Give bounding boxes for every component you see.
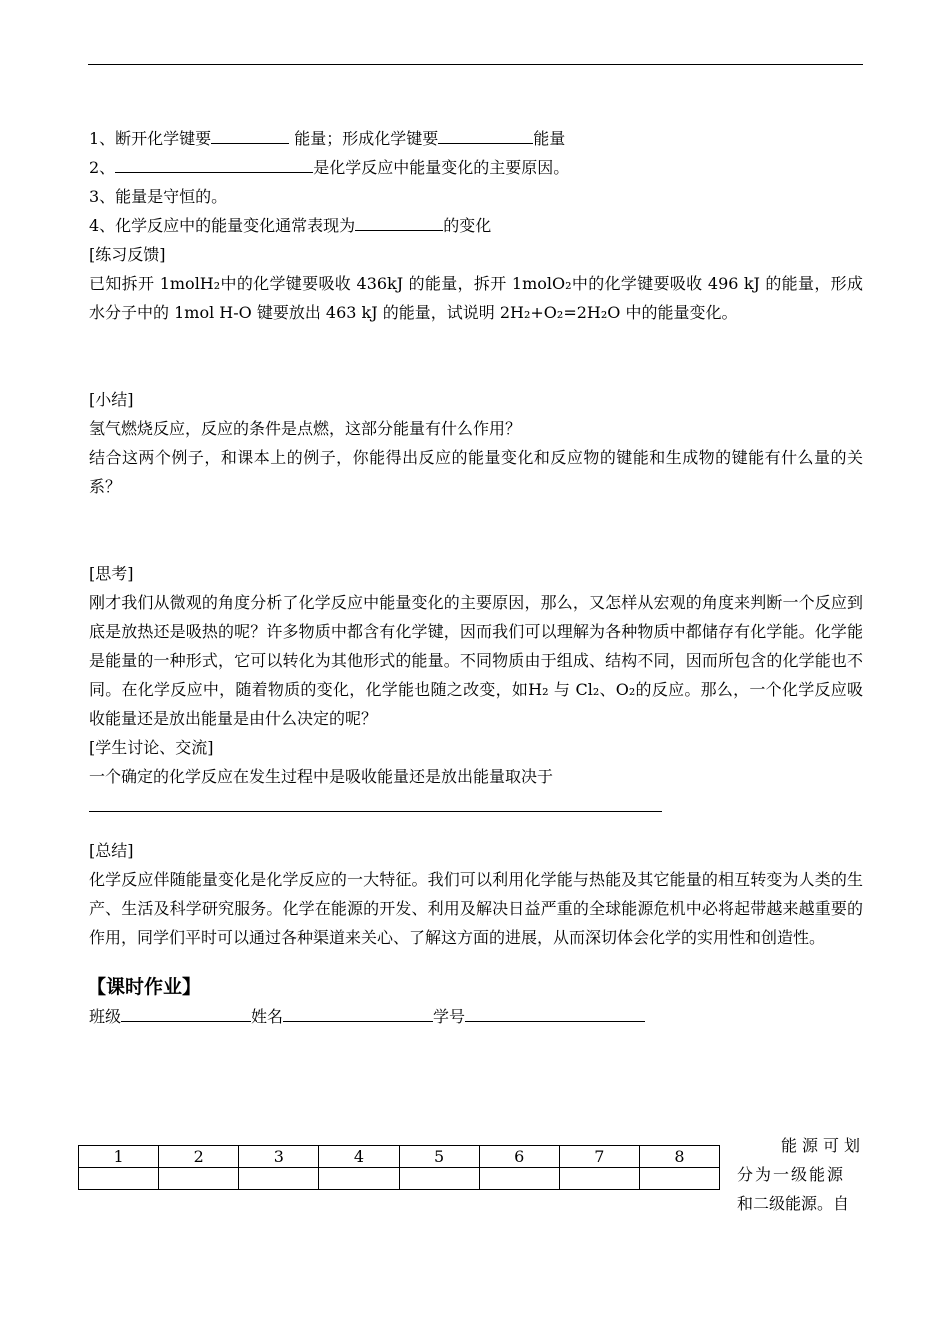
spacer xyxy=(89,327,863,356)
question-1 xyxy=(89,124,863,153)
spacer xyxy=(89,501,863,530)
answer-cell[interactable] xyxy=(399,1168,479,1190)
conclusion-heading: [总结] xyxy=(89,841,134,860)
think-heading: [思考] xyxy=(89,564,134,583)
practice-heading: [练习反馈] xyxy=(89,245,166,264)
spacer xyxy=(89,816,863,836)
class-label: 班级 xyxy=(89,1007,122,1026)
answer-blank[interactable] xyxy=(115,154,313,173)
question-text: 4、化学反应中的能量变化通常表现为 xyxy=(89,216,356,235)
side-line-3: 和二级能源。自 xyxy=(737,1194,850,1213)
answer-blank[interactable] xyxy=(355,212,443,231)
homework-title: 【课时作业】 xyxy=(87,976,202,998)
answer-cell[interactable] xyxy=(319,1168,399,1190)
answer-blank[interactable] xyxy=(211,125,289,144)
question-text: 能量；形成化学键要 xyxy=(289,129,439,148)
spacer xyxy=(89,356,863,385)
think-paragraph: 刚才我们从微观的角度分析了化学反应中能量变化的主要原因，那么，又怎样从宏观的角度来判断一个反应到底是放热还是吸热的呢？许多物质中都含有化学键，因而我们可以理解为各种物质中都储存有化学能。化学能是能量的一种形式，它可以转化为其他形式的能量。不同物质由于组成、结构不同，因而所包含的化学能也不同。在化学反应中，随着物质的变化，化学能也随之改变，如H₂ 与 Cl₂、O₂的反应。那么，一个化学反应吸收能量还是放出能量是由什么决定的呢？ xyxy=(89,593,863,728)
side-line-1: 能源可划 xyxy=(780,1136,865,1155)
table-header-cell: 2 xyxy=(159,1146,239,1168)
practice-paragraph: 已知拆开 1molH₂中的化学键要吸收 436kJ 的能量，拆开 1molO₂中的化学键要吸收 496 kJ 的能量，形成水分子中的 1mol H-O 键要放出 463 kJ 的能量，试说明 2H₂+O₂=2H₂O 中的能量变化。 xyxy=(89,274,863,322)
summary-line-1: 氢气燃烧反应，反应的条件是点燃，这部分能量有什么作用？ xyxy=(89,419,522,438)
question-2 xyxy=(89,153,863,182)
answer-table xyxy=(78,1145,720,1190)
table-header-row xyxy=(79,1146,720,1168)
class-field[interactable] xyxy=(121,1003,251,1022)
answer-cell[interactable] xyxy=(239,1168,319,1190)
table-row xyxy=(79,1168,720,1190)
worksheet-content xyxy=(89,124,863,1031)
answer-blank[interactable] xyxy=(438,125,533,144)
question-4 xyxy=(89,211,863,240)
table-header-cell: 7 xyxy=(559,1146,639,1168)
header-rule xyxy=(88,64,863,65)
answer-cell[interactable] xyxy=(559,1168,639,1190)
question-text: 的变化 xyxy=(443,216,492,235)
table-header-cell: 6 xyxy=(479,1146,559,1168)
table-header-cell: 5 xyxy=(399,1146,479,1168)
conclusion-paragraph: 化学反应伴随能量变化是化学反应的一大特征。我们可以利用化学能与热能及其它能量的相互转变为人类的生产、生活及科学研究服务。化学在能源的开发、利用及解决日益严重的全球能源危机中必将起带越来越重要的作用，同学们平时可以通过各种渠道来关心、了解这方面的进展，从而深切体会化学的实用性和创造性。 xyxy=(89,870,863,947)
table-header-cell: 1 xyxy=(79,1146,159,1168)
student-info-line xyxy=(89,1002,863,1031)
question-text: 能量 xyxy=(533,129,566,148)
student-id-label: 学号 xyxy=(433,1007,466,1026)
answer-cell[interactable] xyxy=(479,1168,559,1190)
answer-cell[interactable] xyxy=(159,1168,239,1190)
table-header-cell: 3 xyxy=(239,1146,319,1168)
spacer xyxy=(89,530,863,559)
question-text: 是化学反应中能量变化的主要原因。 xyxy=(313,158,570,177)
answer-cell[interactable] xyxy=(79,1168,159,1190)
discussion-heading: [学生讨论、交流] xyxy=(89,738,214,757)
side-line-2: 分为一级能源 xyxy=(737,1165,846,1184)
discussion-line: 一个确定的化学反应在发生过程中是吸收能量还是放出能量取决于 xyxy=(89,767,554,786)
question-3: 3、能量是守恒的。 xyxy=(89,187,228,206)
name-label: 姓名 xyxy=(251,1007,284,1026)
answer-line[interactable] xyxy=(89,791,662,812)
summary-heading: [小结] xyxy=(89,390,134,409)
question-text: 2、 xyxy=(89,158,116,177)
name-field[interactable] xyxy=(283,1003,433,1022)
student-id-field[interactable] xyxy=(465,1003,645,1022)
summary-line-2: 结合这两个例子，和课本上的例子，你能得出反应的能量变化和反应物的键能和生成物的键能有什么量的关系？ xyxy=(89,448,863,496)
question-text: 1、断开化学键要 xyxy=(89,129,212,148)
table-header-cell: 8 xyxy=(639,1146,719,1168)
side-paragraph xyxy=(737,1131,865,1218)
table-header-cell: 4 xyxy=(319,1146,399,1168)
answer-cell[interactable] xyxy=(639,1168,719,1190)
